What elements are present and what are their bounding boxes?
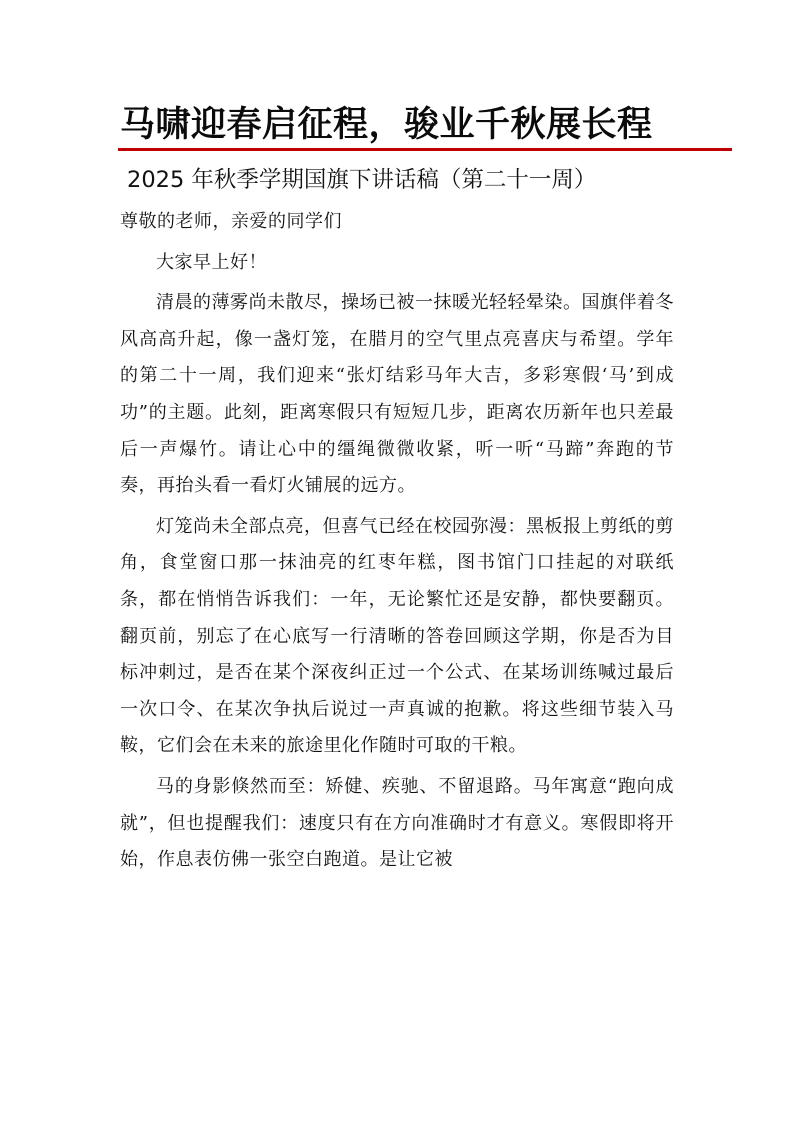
- paragraph-2: 灯笼尚未全部点亮，但喜气已经在校园弥漫：黑板报上剪纸的剪角，食堂窗口那一抹油亮的红枣年糕，图书馆门口挂起的对联纸条，都在悄悄告诉我们：一年，无论繁忙还是安静，都快要翻页。翻页前，别忘了在心底写一行清晰的答卷回顾这学期，你是否为目标冲刺过，是否在某个深夜纠正过一个公式、在某场训练喊过最后一次口令、在某次争执后说过一声真诚的抱歉。将这些细节装入马鞍，它们会在未来的旅途里化作随时可取的干粮。: [120, 515, 674, 757]
- document-title: 马啸迎春启征程，骏业千秋展长程: [120, 105, 653, 145]
- salutation: 尊敬的老师，亲爱的同学们: [120, 211, 342, 232]
- speech-body: [120, 204, 674, 883]
- paragraph-1: 清晨的薄雾尚未散尽，操场已被一抹暖光轻轻晕染。国旗伴着冬风高高升起，像一盏灯笼，在腊月的空气里点亮喜庆与希望。学年的第二十一周，我们迎来“张灯结彩马年大吉，多彩寒假‘马’到成功”的主题。此刻，距离寒假只有短短几步，距离农历新年也只差最后一声爆竹。请让心中的缰绳微微收紧，听一听“马蹄”奔跑的节奏，再抬头看一看灯火铺展的远方。: [120, 292, 674, 497]
- document-subtitle: 2025 年秋季学期国旗下讲话稿（第二十一周）: [127, 167, 597, 193]
- title-underline: [118, 148, 732, 151]
- paragraph-3: 马的身影倏然而至：矫健、疾驰、不留退路。马年寓意“跑向成就”，但也提醒我们：速度只有在方向准确时才有意义。寒假即将开始，作息表仿佛一张空白跑道。是让它被: [120, 775, 674, 871]
- paragraph-greeting: 大家早上好！: [156, 251, 267, 273]
